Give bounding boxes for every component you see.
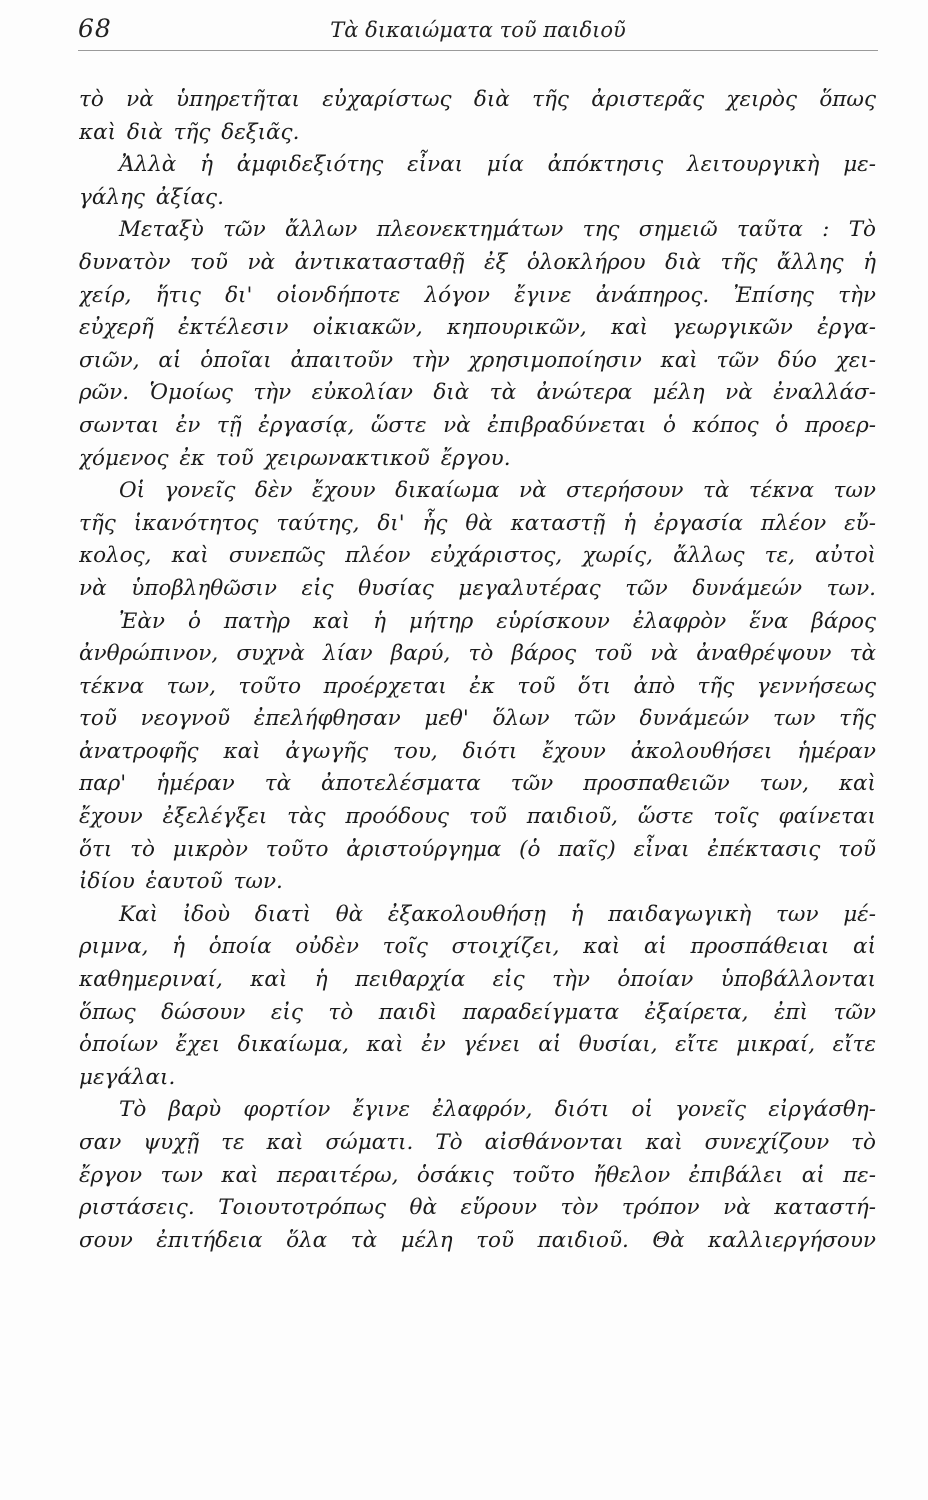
text-line: ἀνατροφῆς καὶ ἀγωγῆς του, διότι ἔχουν ἀκολουθήσει ἡμέραν (79, 738, 876, 764)
text-line: καθημεριναί, καὶ ἡ πειθαρχία εἰς τὴν ὁποίαν ὑποβάλλονται (79, 967, 876, 993)
text-line: σουν ἐπιτήδεια ὅλα τὰ μέλη τοῦ παιδιοῦ. Θὰ καλλιεργήσουν (79, 1227, 876, 1253)
text-line: τὸ νὰ ὑπηρετῆται εὐχαρίστως διὰ τῆς ἀριστερᾶς χειρὸς ὅπως (79, 87, 876, 112)
text-line: σιῶν, αἱ ὁποῖαι ἀπαιτοῦν τὴν χρησιμοποίησιν καὶ τῶν δύο χει- (79, 347, 876, 373)
text-line: τέκνα των, τοῦτο προέρχεται ἐκ τοῦ ὅτι ἀπὸ τῆς γεννήσεως (79, 673, 876, 699)
body-text (79, 84, 876, 1257)
text-line: ὅπως δώσουν εἰς τὸ παιδὶ παραδείγματα ἐξαίρετα, ἐπὶ τῶν (79, 999, 876, 1025)
text-line: σαν ψυχῇ τε καὶ σώματι. Τὸ αἰσθάνονται καὶ συνεχίζουν τὸ (79, 1130, 876, 1155)
text-line: τοῦ νεογνοῦ ἐπελήφθησαν μεθ' ὅλων τῶν δυνάμεών των τῆς (79, 706, 876, 732)
text-line: γάλης ἀξίας. (79, 184, 224, 210)
text-line: κολος, καὶ συνεπῶς πλέον εὐχάριστος, χωρίς, ἄλλως τε, αὐτοὶ (79, 543, 876, 569)
page-number: 68 (78, 14, 112, 43)
text-line: δυνατὸν τοῦ νὰ ἀντικατασταθῇ ἐξ ὁλοκλήρου διὰ τῆς ἄλλης ἡ (79, 249, 876, 275)
text-line: Ἀλλὰ ἡ ἀμφιδεξιότης εἶναι μία ἀπόκτησις λειτουργικὴ με- (119, 152, 876, 178)
text-line: καὶ διὰ τῆς δεξιᾶς. (79, 119, 300, 145)
text-line: παρ' ἡμέραν τὰ ἀποτελέσματα τῶν προσπαθειῶν των, καὶ (79, 771, 876, 797)
text-line: χόμενος ἐκ τοῦ χειρωνακτικοῦ ἔργου. (79, 445, 511, 471)
text-line: Καὶ ἰδοὺ διατὶ θὰ ἐξακολουθήσῃ ἡ παιδαγωγικὴ των μέ- (119, 901, 876, 927)
text-line: Μεταξὺ τῶν ἄλλων πλεονεκτημάτων της σημειῶ ταῦτα : Τὸ (119, 217, 876, 243)
text-line: ὅτι τὸ μικρὸν τοῦτο ἀριστούργημα (ὁ παῖς) εἶναι ἐπέκτασις τοῦ (79, 836, 876, 862)
text-line: ριμνα, ἡ ὁποία οὐδὲν τοῖς στοιχίζει, καὶ αἱ προσπάθειαι αἱ (79, 934, 876, 960)
text-line: ὁποίων ἔχει δικαίωμα, καὶ ἐν γένει αἱ θυσίαι, εἴτε μικραί, εἴτε (79, 1032, 876, 1058)
text-line: νὰ ὑποβληθῶσιν εἰς θυσίας μεγαλυτέρας τῶν δυνάμεών των. (79, 575, 876, 601)
running-title: Τὰ δικαιώματα τοῦ παιδιοῦ (330, 18, 626, 42)
text-line: τῆς ἱκανότητος ταύτης, δι' ἧς θὰ καταστῇ ἡ ἐργασία πλέον εὔ- (79, 510, 876, 536)
text-line: Ἐὰν ὁ πατὴρ καὶ ἡ μήτηρ εὑρίσκουν ἐλαφρὸν ἕνα βάρος (119, 608, 876, 634)
text-line: ἔχουν ἐξελέγξει τὰς προόδους τοῦ παιδιοῦ, ὥστε τοῖς φαίνεται (79, 804, 876, 830)
page-header (78, 14, 878, 51)
text-line: ἔργον των καὶ περαιτέρω, ὁσάκις τοῦτο ἤθελον ἐπιβάλει αἱ πε- (79, 1162, 876, 1188)
text-line: μεγάλαι. (79, 1064, 176, 1090)
text-line: ριστάσεις. Τοιουτοτρόπως θὰ εὕρουν τὸν τρόπον νὰ καταστή- (79, 1195, 876, 1221)
text-line: ἀνθρώπινον, συχνὰ λίαν βαρύ, τὸ βάρος τοῦ νὰ ἀναθρέψουν τὰ (79, 641, 876, 667)
text-line: εὐχερῆ ἐκτέλεσιν οἰκιακῶν, κηπουρικῶν, καὶ γεωργικῶν ἐργα- (79, 315, 876, 341)
text-line: ἰδίου ἑαυτοῦ των. (79, 869, 283, 895)
text-line: Οἱ γονεῖς δὲν ἔχουν δικαίωμα νὰ στερήσουν τὰ τέκνα των (119, 478, 876, 504)
text-line: Τὸ βαρὺ φορτίον ἔγινε ἐλαφρόν, διότι οἱ γονεῖς εἰργάσθη- (119, 1097, 876, 1123)
text-line: ρῶν. Ὁμοίως τὴν εὐκολίαν διὰ τὰ ἀνώτερα μέλη νὰ ἐναλλάσ- (79, 380, 876, 406)
text-line: χείρ, ἥτις δι' οἱονδήποτε λόγον ἔγινε ἀνάπηρος. Ἐπίσης τὴν (79, 282, 876, 308)
text-line: σωνται ἐν τῇ ἐργασίᾳ, ὥστε νὰ ἐπιβραδύνεται ὁ κόπος ὁ προερ- (79, 412, 876, 438)
